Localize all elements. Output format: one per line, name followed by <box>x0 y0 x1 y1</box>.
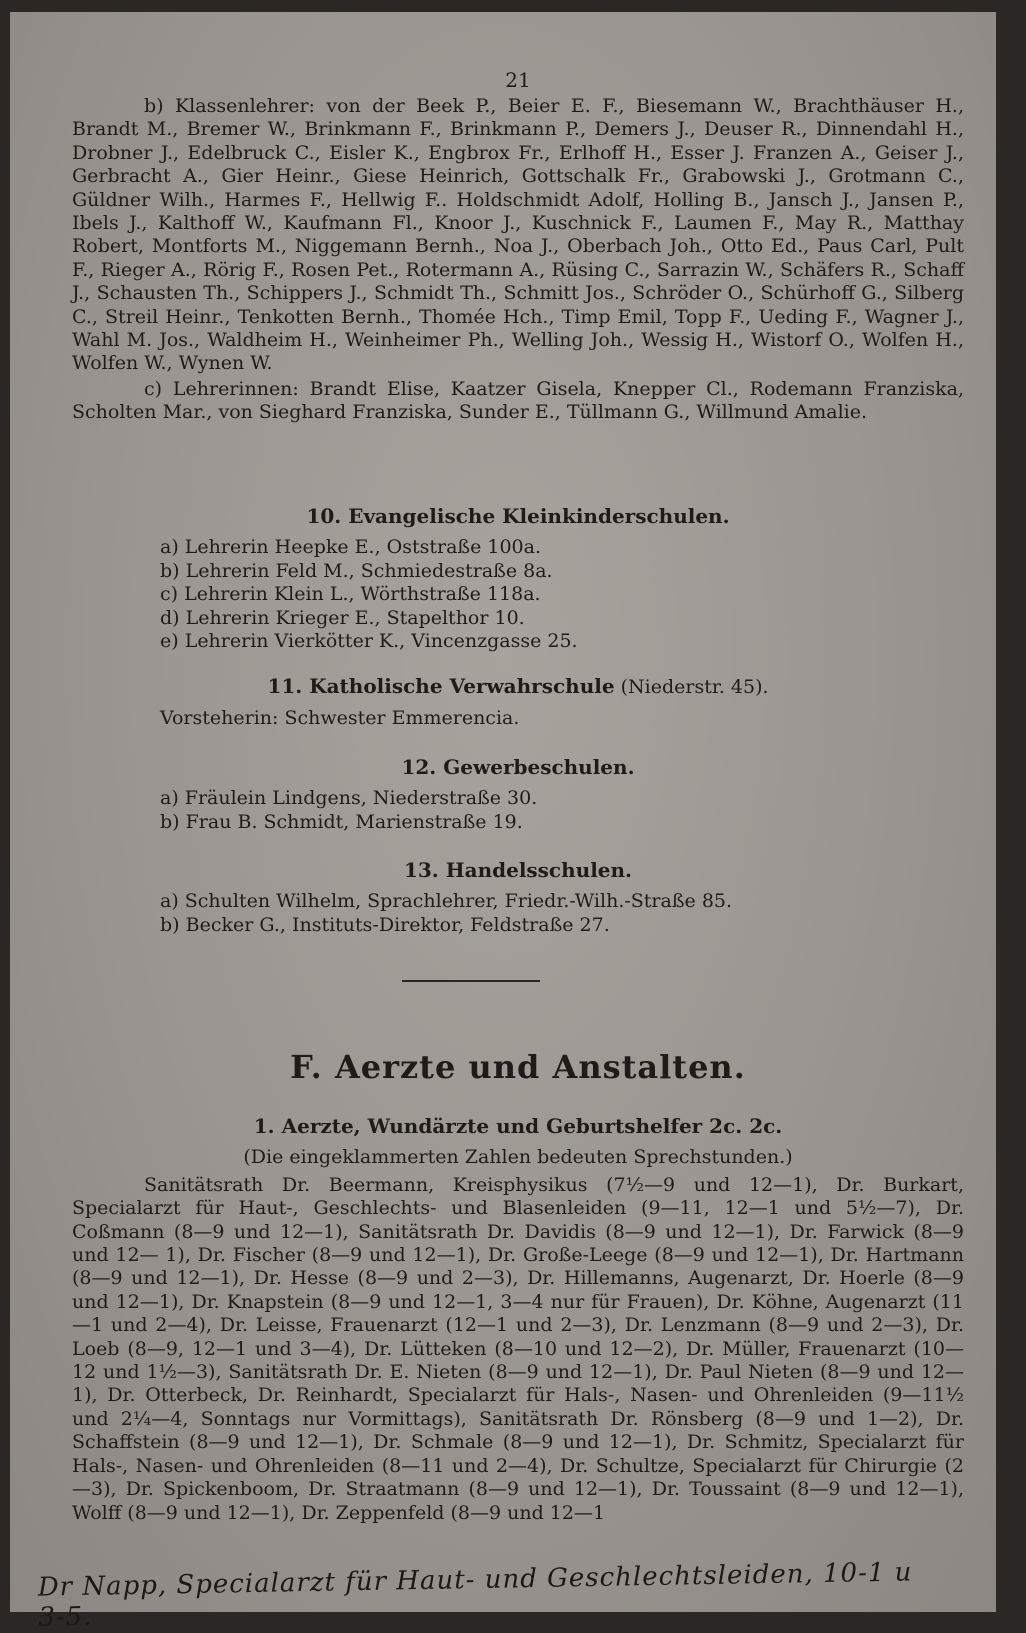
section-f-subtitle: 1. Aerzte, Wundärzte und Geburtshelfer 2c. 2c. <box>253 1114 783 1138</box>
section-12-heading: 12. Gewerbeschulen. <box>401 755 635 779</box>
section-10-heading: 10. Evangelische Kleinkinderschulen. <box>306 504 730 528</box>
section-f-title: F. Aerzte und Anstalten. <box>290 1048 746 1086</box>
klassenlehrer-paragraph: b) Klassenlehrer: von der Beek P., Beier E. F., Biesemann W., Brachthäuser H., Brandt M., Bremer W., Brinkmann F., Brinkmann P., Demers J., Deuser R., Dinnendahl H., Drobner J., Edelbruck C., Eisler K., Engbrox Fr., Erlhoff H., Esser J. Franzen A., Geiser J., Gerbracht A., Gier Heinr., Giese Heinrich, Gottschalk Fr., Grabowski J., Grotmann C., Güldner Wilh., Harmes F., Hellwig F.. Holdschmidt Adolf, Holling B., Jansch J., Jansen P., Ibels J., Kalthoff W., Kaufmann Fl., Knoor J., Kuschnick F., Laumen F., May R., Matthay Robert, Montforts M., Niggemann Bernh., Noa J., Oberbach Joh., Otto Ed., Paus Carl, Pult F., Rieger A., Rörig F., Rosen Pet., Rotermann A., Rüsing C., Sarrazin W., Schäfers R., Schaff J., Schausten Th., Schippers J., Schmidt Th., Schmitt Jos., Schröder O., Schürhoff G., Silberg C., Streil Heinr., Tenkotten Bernh., Thomée Hch., Timp Emil, Topp F., Ueding F., Wagner J., Wahl M. Jos., Waldheim H., Weinheimer Ph., Welling Joh., Wessig H., Wistorf O., Wolfen H., Wolfen W., Wynen W. <box>72 95 964 375</box>
section-13-heading: 13. Handelsschulen. <box>403 858 633 882</box>
list-item: a) Lehrerin Heepke E., Oststraße 100a. <box>160 536 542 559</box>
list-item: a) Fräulein Lindgens, Niederstraße 30. <box>160 787 538 810</box>
document-page <box>10 12 996 1633</box>
list-item: b) Becker G., Instituts-Direktor, Feldstraße 27. <box>160 913 610 936</box>
section-11-line: Vorsteherin: Schwester Emmerencia. <box>160 707 520 730</box>
list-item: a) Schulten Wilhelm, Sprachlehrer, Friedr.-Wilh.-Straße 85. <box>160 890 733 913</box>
section-11-title <box>72 675 964 699</box>
handwritten-annotation: Dr Napp, Specialarzt für Haut- und Geschlechtsleiden, 10-1 u 3-5. <box>37 1557 913 1633</box>
list-item: e) Lehrerin Vierkötter K., Vincenzgasse 25. <box>160 630 578 653</box>
page-number: 21 <box>505 68 531 92</box>
list-item: d) Lehrerin Krieger E., Stapelthor 10. <box>160 606 525 629</box>
section-11-heading: 11. Katholische Verwahrschule <box>267 674 615 698</box>
section-f-note: (Die eingeklammerten Zahlen bedeuten Sprechstunden.) <box>243 1146 793 1169</box>
list-item: b) Lehrerin Feld M., Schmiedestraße 8a. <box>160 559 553 582</box>
doctors-paragraph: Sanitätsrath Dr. Beermann, Kreisphysikus (7½—9 und 12—1), Dr. Burkart, Specialarzt für Haut-, Geschlechts- und Blasenleiden (9—11, 12—1 und 5½—7), Dr. Coßmann (8—9 und 12—1), Sanitätsrath Dr. Davidis (8—9 und 12—1), Dr. Farwick (8—9 und 12— 1), Dr. Fischer (8—9 und 12—1), Dr. Große-Leege (8—9 und 12—1), Dr. Hartmann (8—9 und 12—1), Dr. Hesse (8—9 und 2—3), Dr. Hillemanns, Augenarzt, Dr. Hoerle (8—9 und 12—1), Dr. Knapstein (8—9 und 12—1, 3—4 nur für Frauen), Dr. Köhne, Augenarzt (11—1 und 2—4), Dr. Leisse, Frauenarzt (12—1 und 2—3), Dr. Lenzmann (8—9 und 2—3), Dr. Loeb (8—9, 12—1 und 3—4), Dr. Lütteken (8—10 und 12—2), Dr. Müller, Frauenarzt (10—12 und 1½—3), Sanitätsrath Dr. E. Nieten (8—9 und 12—1), Dr. Paul Nieten (8—9 und 12—1), Dr. Otterbeck, Dr. Reinhardt, Specialarzt für Hals-, Nasen- und Ohrenleiden (9—11½ und 2¼—4, Sonntags nur Vormittags), Sanitätsrath Dr. Rönsberg (8—9 und 1—2), Dr. Schaffstein (8—9 und 12—1), Dr. Schmale (8—9 und 12—1), Dr. Schmitz, Specialarzt für Hals-, Nasen- und Ohrenleiden (8—11 und 2—4), Dr. Schultze, Specialarzt für Chirurgie (2—3), Dr. Spickenboom, Dr. Straatmann (8—9 und 12—1), Dr. Toussaint (8—9 und 12—1), Wolff (8—9 und 12—1), Dr. Zeppenfeld (8—9 und 12—1 <box>72 1173 964 1524</box>
list-item: c) Lehrerin Klein L., Wörthstraße 118a. <box>160 583 541 606</box>
section-divider <box>402 980 540 982</box>
lehrerinnen-paragraph: c) Lehrerinnen: Brandt Elise, Kaatzer Gisela, Knepper Cl., Rodemann Franziska, Scholten Mar., von Sieghard Franziska, Sunder E., Tüllmann G., Willmund Amalie. <box>72 377 964 424</box>
section-11-address: (Niederstr. 45). <box>614 676 769 698</box>
list-item: b) Frau B. Schmidt, Marienstraße 19. <box>160 810 523 833</box>
